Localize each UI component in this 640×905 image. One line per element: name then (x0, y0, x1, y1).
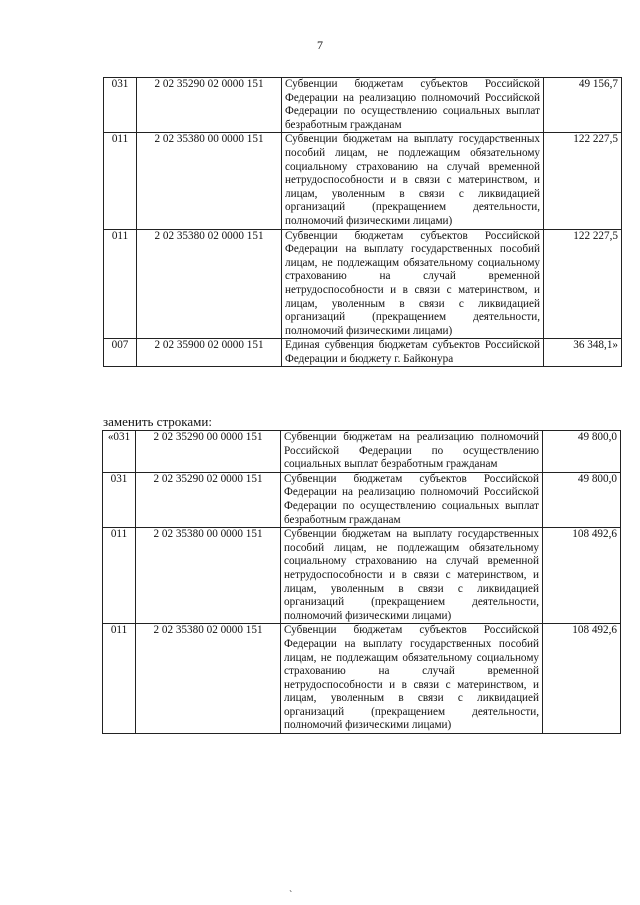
row-code: «031 (103, 431, 136, 473)
row-code: 011 (104, 229, 137, 339)
row-description: Единая субвенция бюджетам субъектов Российской Федерации и бюджету г. Байконура (282, 339, 544, 367)
table-row (103, 431, 621, 473)
row-amount: 49 800,0 (543, 472, 621, 527)
row-kbk: 2 02 35380 02 0000 151 (136, 624, 281, 734)
replace-caption: заменить строками: (103, 414, 212, 429)
row-kbk: 2 02 35380 02 0000 151 (137, 229, 282, 339)
table-after (102, 430, 621, 734)
table-row (104, 78, 622, 133)
table-row (103, 528, 621, 624)
row-code: 011 (103, 624, 136, 734)
row-description: Субвенции бюджетам на выплату государственных пособий лицам, не подлежащим обязательному социальному страхованию на случай временной нетрудоспособности и в связи с материнством, и лицам, уволенным в связи с ликвидацией организаций (прекращением деятельности, полномочий физическими лицами) (282, 133, 544, 229)
table-before (103, 77, 622, 367)
table-row (103, 472, 621, 527)
table-row (104, 229, 622, 339)
page-bottom-mark: ` (289, 890, 293, 901)
row-description: Субвенции бюджетам на выплату государственных пособий лицам, не подлежащим обязательному социальному страхованию на случай временной нетрудоспособности и в связи с материнством, и лицам, уволенным в связи с ликвидацией организаций (прекращением деятельности, полномочий физическими лицами) (281, 528, 543, 624)
page-number: 7 (317, 38, 323, 52)
table-row (104, 133, 622, 229)
row-kbk: 2 02 35290 02 0000 151 (137, 78, 282, 133)
row-amount: 49 156,7 (544, 78, 622, 133)
row-description: Субвенции бюджетам субъектов Российской Федерации на реализацию полномочий Российской Федерации по осуществлению социальных выплат безработным гражданам (281, 472, 543, 527)
table-row (104, 339, 622, 367)
row-description: Субвенции бюджетам субъектов Российской Федерации на выплату государственных пособий лицам, не подлежащим обязательному социальному страхованию на случай временной нетрудоспособности и в связи с материнством, и лицам, уволенным в связи с ликвидацией организаций (прекращением деятельности, полномочий физическими лицами) (281, 624, 543, 734)
row-code: 007 (104, 339, 137, 367)
row-amount: 122 227,5 (544, 229, 622, 339)
row-description: Субвенции бюджетам субъектов Российской Федерации на реализацию полномочий Российской Федерации по осуществлению социальных выплат безработным гражданам (282, 78, 544, 133)
row-code: 011 (104, 133, 137, 229)
row-description: Субвенции бюджетам на реализацию полномочий Российской Федерации по осуществлению социальных выплат безработным гражданам (281, 431, 543, 473)
row-kbk: 2 02 35290 00 0000 151 (136, 431, 281, 473)
row-code: 011 (103, 528, 136, 624)
row-amount: 108 492,6 (543, 624, 621, 734)
row-code: 031 (103, 472, 136, 527)
row-amount: 49 800,0 (543, 431, 621, 473)
row-amount: 36 348,1» (544, 339, 622, 367)
row-kbk: 2 02 35290 02 0000 151 (136, 472, 281, 527)
row-amount: 108 492,6 (543, 528, 621, 624)
row-kbk: 2 02 35900 02 0000 151 (137, 339, 282, 367)
row-kbk: 2 02 35380 00 0000 151 (136, 528, 281, 624)
table-row (103, 624, 621, 734)
row-amount: 122 227,5 (544, 133, 622, 229)
row-kbk: 2 02 35380 00 0000 151 (137, 133, 282, 229)
row-description: Субвенции бюджетам субъектов Российской Федерации на выплату государственных пособий лицам, не подлежащим обязательному социальному страхованию на случай временной нетрудоспособности и в связи с материнством, и лицам, уволенным в связи с ликвидацией организаций (прекращением деятельности, полномочий физическими лицами) (282, 229, 544, 339)
row-code: 031 (104, 78, 137, 133)
